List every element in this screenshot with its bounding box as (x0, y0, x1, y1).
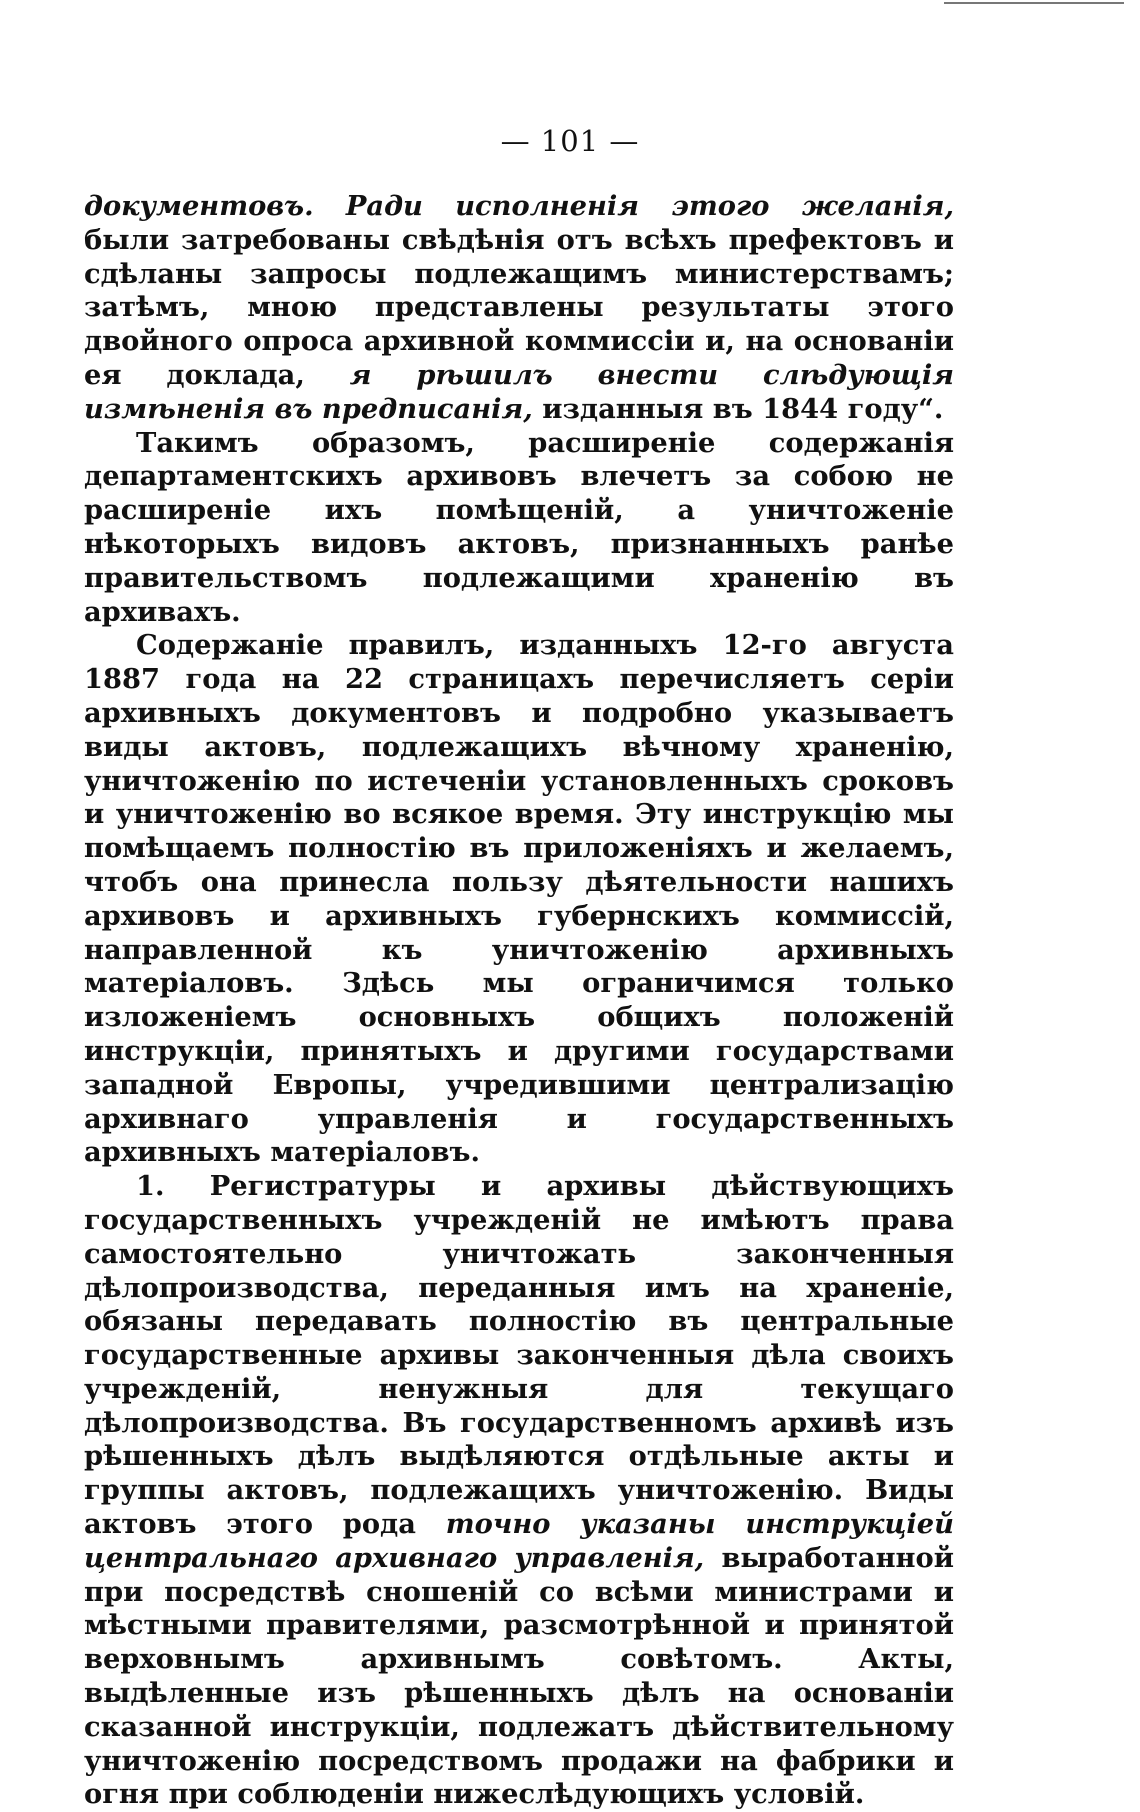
italic-phrase: я рѣшилъ внести слѣдующія измѣненія въ предписанія, (84, 358, 954, 425)
italic-phrase: точно указаны инструкціей центральнаго архивнаго управленія, (84, 1508, 954, 1574)
italic-phrase: документовъ. Ради исполненія этого желанія, (84, 190, 954, 222)
numbered-paragraph (84, 1170, 954, 1812)
top-edge-rule (944, 2, 1124, 4)
paragraph-text: выработанной при посредствѣ сношеній со всѣми министрами и мѣстными правителями, разсмотрѣнной и принятой верховнымъ архивнымъ совѣтомъ. Акты, выдѣленные изъ рѣшенныхъ дѣлъ на основаніи сказанной инструкціи, подлежатъ дѣйствительному уничтоженію посредствомъ продажи на фабрики и огня при соблюденіи нижеслѣдующихъ условій. (84, 1541, 954, 1811)
paragraph: Содержаніе правилъ, изданныхъ 12-го августа 1887 года на 22 страницахъ перечисляетъ серіи архивныхъ документовъ и подробно указываетъ виды актовъ, подлежащихъ вѣчному храненію, уничтоженію по истеченіи установленныхъ сроковъ и уничтоженію во всякое время. Эту инструкцію мы помѣщаемъ полностію въ приложеніяхъ и желаемъ, чтобъ она принесла пользу дѣятельности нашихъ архивовъ и архивныхъ губернскихъ коммиссій, направленной къ уничтоженію архивныхъ матеріаловъ. Здѣсь мы ограничимся только изложеніемъ основныхъ общихъ положеній инструкціи, принятыхъ и другими государствами западной Европы, учредившими централизацію архивнаго управленія и государственныхъ архивныхъ матеріаловъ. (84, 629, 954, 1169)
paragraph: Такимъ образомъ, расширеніе содержанія департаментскихъ архивовъ влечетъ за собою не расширеніе ихъ помѣщеній, а уничтоженіе нѣкоторыхъ видовъ актовъ, признанныхъ ранѣе правительствомъ подлежащими храненію въ архивахъ. (84, 426, 954, 628)
page-number: — 101 — (500, 124, 640, 158)
page-body (84, 190, 954, 1812)
paragraph-text: изданныя въ 1844 году“. (532, 392, 944, 425)
paragraph-text: 1. Регистратуры и архивы дѣйствующихъ государственныхъ учрежденій не имѣютъ права самостоятельно уничтожать законченныя дѣлопроизводства, переданныя имъ на храненіе, обязаны передавать полностію въ центральные государственные архивы законченныя дѣла своихъ учрежденій, ненужныя для текущаго дѣлопроизводства. Въ государственномъ архивѣ изъ рѣшенныхъ дѣлъ выдѣляются отдѣльные акты и группы актовъ, подлежащихъ уничтоженію. Виды актовъ этого рода (84, 1170, 954, 1541)
paragraph-continuation (84, 190, 954, 427)
paragraph-text: были затребованы свѣдѣнія отъ всѣхъ префектовъ и сдѣланы запросы подлежащимъ министерствамъ; затѣмъ, мною представлены результаты этого двойного опроса архивной коммиссіи и, на основаніи ея доклада, (84, 223, 954, 391)
